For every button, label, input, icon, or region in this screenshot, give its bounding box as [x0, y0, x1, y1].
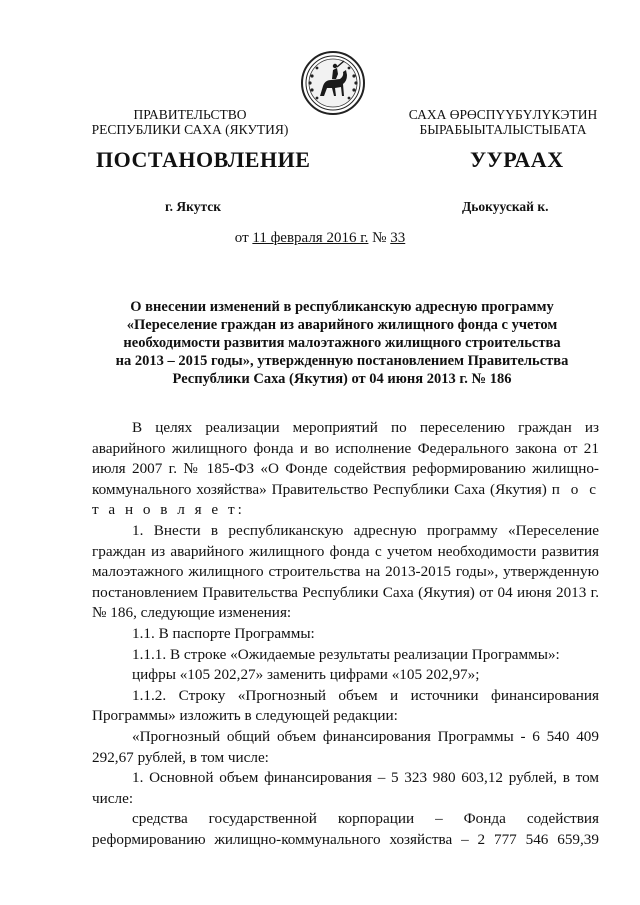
government-name-sah-line2: БЫРАБЫЫТАЛЫСТЫБАТА: [419, 122, 587, 137]
government-name-ru-line1: ПРАВИТЕЛЬСТВО: [133, 107, 247, 122]
government-name-ru-line2: РЕСПУБЛИКИ САХА (ЯКУТИЯ): [91, 122, 289, 137]
date-prefix: от: [234, 230, 253, 246]
main-financing: 1. Основной объем финансирования – 5 323 980 603,12 рублей, в том числе:: [92, 769, 599, 807]
document-body: [92, 418, 599, 850]
item-1-1-1: 1.1.1. В строке «Ожидаемые результаты реализации Программы»:: [132, 645, 560, 663]
government-name-ru: [90, 107, 290, 137]
item-1-1-1-figures: цифры «105 202,27» заменить цифрами «105 202,97»;: [132, 666, 480, 684]
preamble-paragraph: [92, 418, 599, 521]
coat-of-arms-emblem: [300, 50, 366, 116]
preamble-text: В целях реализации мероприятий по переселению граждан из аварийного жилищного фонда и во исполнение Федерального закона от 21 июля 2007 г. № 185-ФЗ «О Фонде содействия реформированию жилищно-коммунального хозяйства» Правительство Республики Саха (Якутия): [92, 419, 599, 498]
doc-type-sah: УУРААХ: [470, 147, 564, 172]
document-date-number: [0, 230, 640, 247]
city-sah: Дьокуускай к.: [462, 199, 549, 214]
quote-total-financing: «Прогнозный общий объем финансирования Программы - 6 540 409 292,67 рублей, в том числе:: [92, 727, 599, 766]
city-ru: г. Якутск: [165, 199, 222, 214]
title-line-3: необходимости развития малоэтажного жилищного строительства: [123, 335, 561, 351]
government-name-sah-line1: САХА ӨРӨСПҮҮБҮЛҮКЭТИН: [408, 107, 598, 122]
item-1-1: 1.1. В паспорте Программы:: [132, 624, 315, 642]
doc-type-ru: ПОСТАНОВЛЕНИЕ: [96, 147, 311, 172]
title-line-4: на 2013 – 2015 годы», утвержденную постановлением Правительства: [115, 353, 569, 369]
decree-word: п о с т а н о в л я е т:: [92, 480, 599, 519]
item-1-1-2: 1.1.2. Строку «Прогнозный объем и источники финансирования Программы» изложить в следующей редакции:: [92, 686, 599, 725]
document-number: 33: [390, 230, 406, 246]
document-date: 11 февраля 2016 г.: [252, 230, 369, 246]
title-line-5: Республики Саха (Якутия) от 04 июня 2013 г. № 186: [172, 371, 512, 387]
government-name-sah: [398, 107, 608, 137]
title-line-2: «Переселение граждан из аварийного жилищного фонда с учетом: [126, 317, 558, 333]
fund-financing: средства государственной корпорации – Фонда содействия реформированию жилищно-коммунального хозяйства – 2 777 546 659,39: [92, 810, 599, 848]
document-title: [92, 298, 592, 388]
title-line-1: О внесении изменений в республиканскую адресную программу: [130, 299, 554, 315]
number-sign: №: [368, 230, 391, 246]
item-1: 1. Внести в республиканскую адресную программу «Переселение граждан из аварийного жилищного фонда с учетом необходимости развития малоэтажного жилищного строительства на 2013-2015 годы», утвержденную постановлением Правительства Республики Саха (Якутия) от 04 июня 2013 г. № 186, следующие изменения:: [92, 521, 599, 622]
